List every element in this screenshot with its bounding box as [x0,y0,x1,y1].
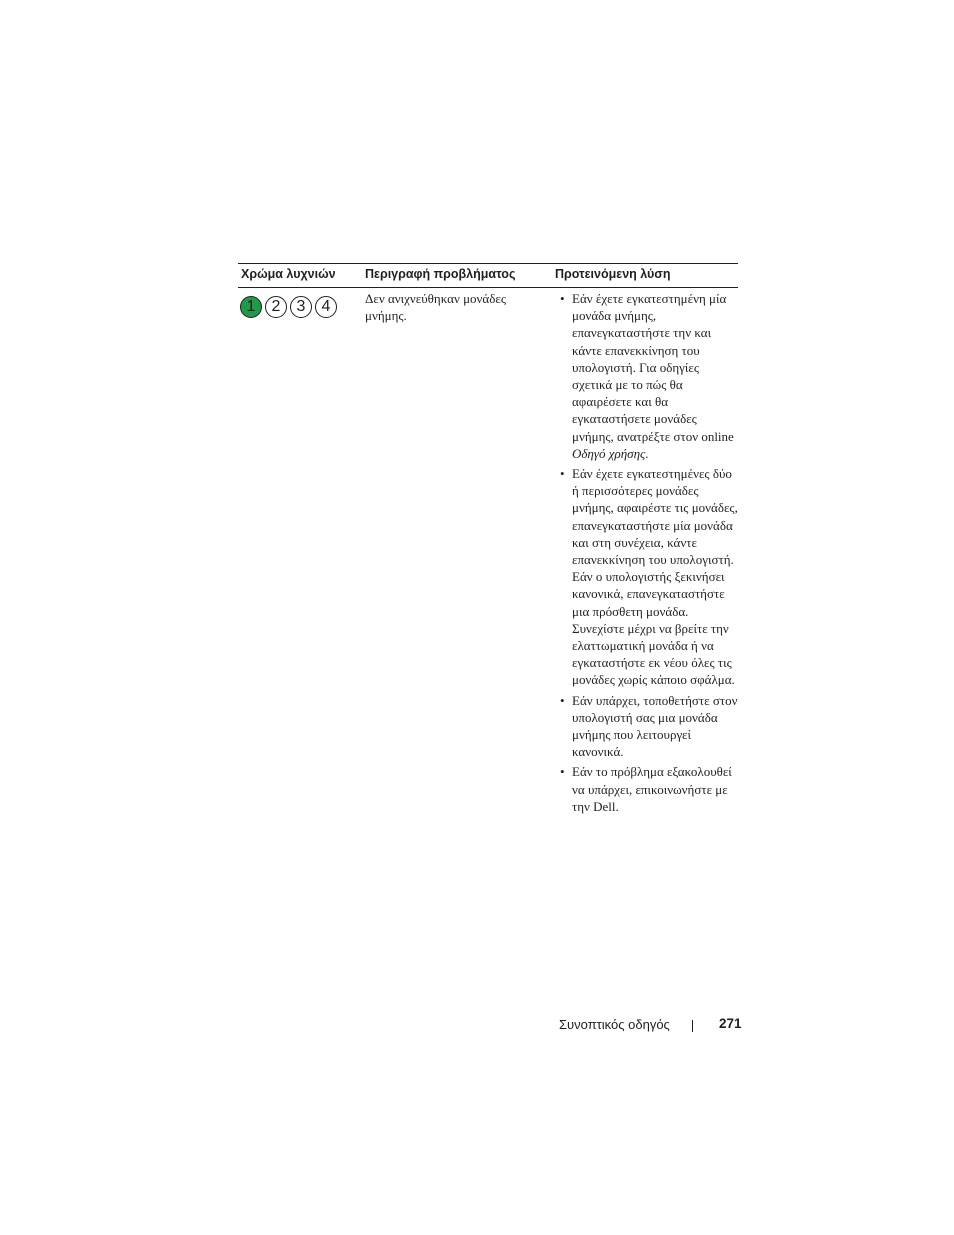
header-suggested-solution: Προτεινόμενη λύση [555,267,671,281]
solution-list [556,290,738,818]
solution-item [556,290,738,462]
solution-item [556,763,738,815]
solution-text-end: . [645,445,649,461]
footer-separator [692,1020,693,1032]
problem-description: Δεν ανιχνεύθηκαν μονάδες μνήμης. [365,291,506,324]
bullet-icon: • [560,291,565,306]
table-top-rule [238,263,738,264]
header-light-color: Χρώμα λυχνιών [241,267,336,281]
diagnostic-light-3-icon: 3 [290,296,312,318]
page-footer [0,1016,954,1036]
solution-item [556,692,738,761]
diagnostic-light-4-icon: 4 [315,296,337,318]
solution-text: Εάν το πρόβλημα εξακολουθεί να υπάρχει, επικοινωνήστε με την Dell. [572,764,732,814]
solution-item [556,465,738,689]
diagnostic-lights [240,296,337,318]
diagnostic-light-2-icon: 2 [265,296,287,318]
solution-text: Εάν έχετε εγκατεστημένη μία μονάδα μνήμης, επανεγκαταστήστε την και κάντε επανεκκίνηση του υπολογιστή. Για οδηγίες σχετικά με το πώς θα αφαιρέσετε και θα εγκαταστήσετε μονάδες μνήμης, ανατρέξτε στον online [572,291,734,444]
header-problem-description: Περιγραφή προβλήματος [365,267,516,281]
bullet-icon: • [560,692,565,708]
bullet-icon: • [560,466,565,482]
solution-text: Εάν υπάρχει, τοποθετήστε στον υπολογιστή σας μια μονάδα μνήμης που λειτουργεί κανονικά. [572,692,738,760]
footer-title: Συνοπτικός οδηγός [559,1017,670,1032]
diagnostic-light-1-icon: 1 [240,296,262,318]
solution-italic-text: Οδηγό χρήσης [572,445,646,461]
page-number: 271 [719,1016,742,1031]
solution-text: Εάν έχετε εγκατεστημένες δύο ή περισσότερες μονάδες μνήμης, αφαιρέστε τις μονάδες, επανεγκαταστήστε μία μονάδα και στη συνέχεια, κάντε επανεκκίνηση του υπολογιστή. Εάν ο υπολογιστής ξεκινήσει κανονικά, επανεγκαταστήστε μια πρόσθετη μονάδα. Συνεχίστε μέχρι να βρείτε την ελαττωματική μονάδα ή να εγκαταστήστε εκ νέου όλες τις μονάδες χωρίς κάποιο σφάλμα. [572,466,738,688]
table-header-rule [238,287,738,288]
bullet-icon: • [560,764,565,780]
